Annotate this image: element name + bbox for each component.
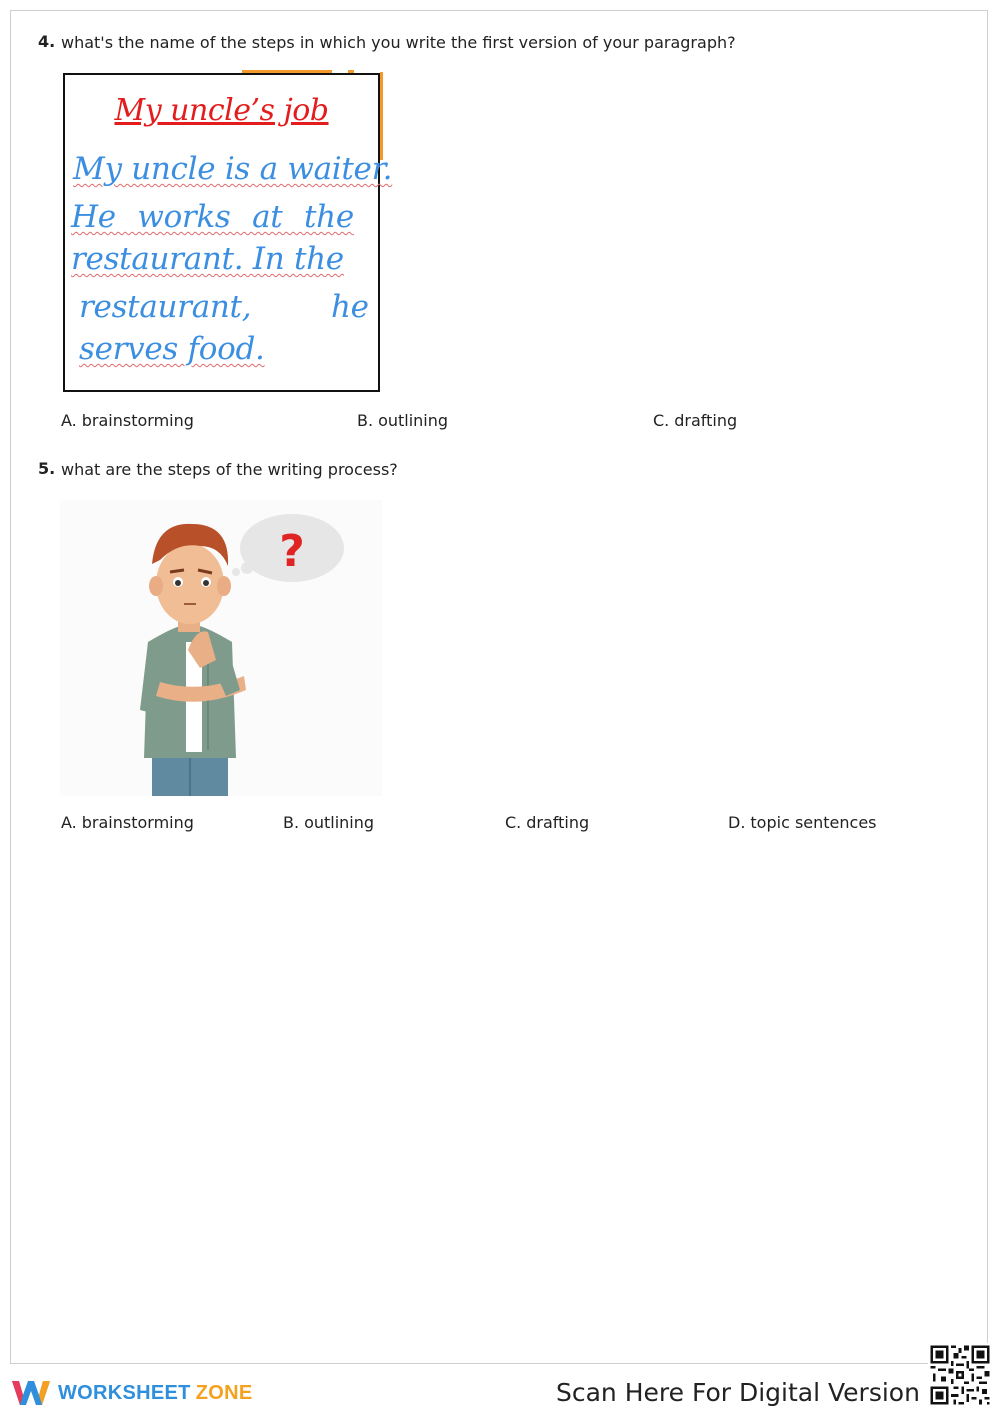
option-letter: C. <box>505 813 522 832</box>
question-5-text: what are the steps of the writing process? <box>61 460 398 479</box>
q4-option-c[interactable] <box>653 411 737 430</box>
q4-option-b[interactable] <box>357 411 448 430</box>
option-label: outlining <box>304 813 375 832</box>
option-label: brainstorming <box>81 411 194 430</box>
option-letter: B. <box>283 813 300 832</box>
logo-text-worksheet: WORKSHEET <box>58 1381 191 1404</box>
q5-option-b[interactable] <box>283 813 374 832</box>
q5-option-a[interactable] <box>61 813 194 832</box>
option-letter: C. <box>653 411 670 430</box>
option-label: brainstorming <box>81 813 194 832</box>
scan-here-text: Scan Here For Digital Version <box>556 1378 920 1407</box>
question-5-number: 5. <box>38 459 56 478</box>
option-letter: A. <box>61 411 77 430</box>
worksheetzone-logo[interactable] <box>10 1376 252 1410</box>
note-line-2: He works at the <box>71 199 354 235</box>
option-label: topic sentences <box>750 813 877 832</box>
option-letter: A. <box>61 813 77 832</box>
q4-option-a[interactable] <box>61 411 194 430</box>
option-letter: D. <box>728 813 746 832</box>
logo-text-zone: ZONE <box>195 1381 253 1404</box>
qr-code-icon[interactable] <box>928 1343 992 1407</box>
handwritten-paragraph-image <box>63 73 393 392</box>
q5-option-c[interactable] <box>505 813 589 832</box>
q5-option-d[interactable] <box>728 813 877 832</box>
note-line-4: restaurant, <box>79 289 252 325</box>
question-mark-icon: ? <box>279 526 305 577</box>
option-label: outlining <box>378 411 449 430</box>
note-line-3: restaurant. In the <box>71 241 344 277</box>
option-label: drafting <box>674 411 738 430</box>
note-line-1: My uncle is a waiter. <box>73 151 393 187</box>
note-line-4b: he <box>331 289 369 325</box>
note-title: My uncle’s job <box>114 93 329 128</box>
question-4-text: what's the name of the steps in which you write the first version of your paragraph? <box>61 33 736 52</box>
option-label: drafting <box>526 813 590 832</box>
option-letter: B. <box>357 411 374 430</box>
thinking-man-illustration <box>60 500 382 796</box>
orange-accent-side <box>380 72 383 160</box>
question-4-number: 4. <box>38 32 56 51</box>
note-line-5: serves food. <box>79 331 265 367</box>
w-logo-icon <box>10 1377 52 1409</box>
